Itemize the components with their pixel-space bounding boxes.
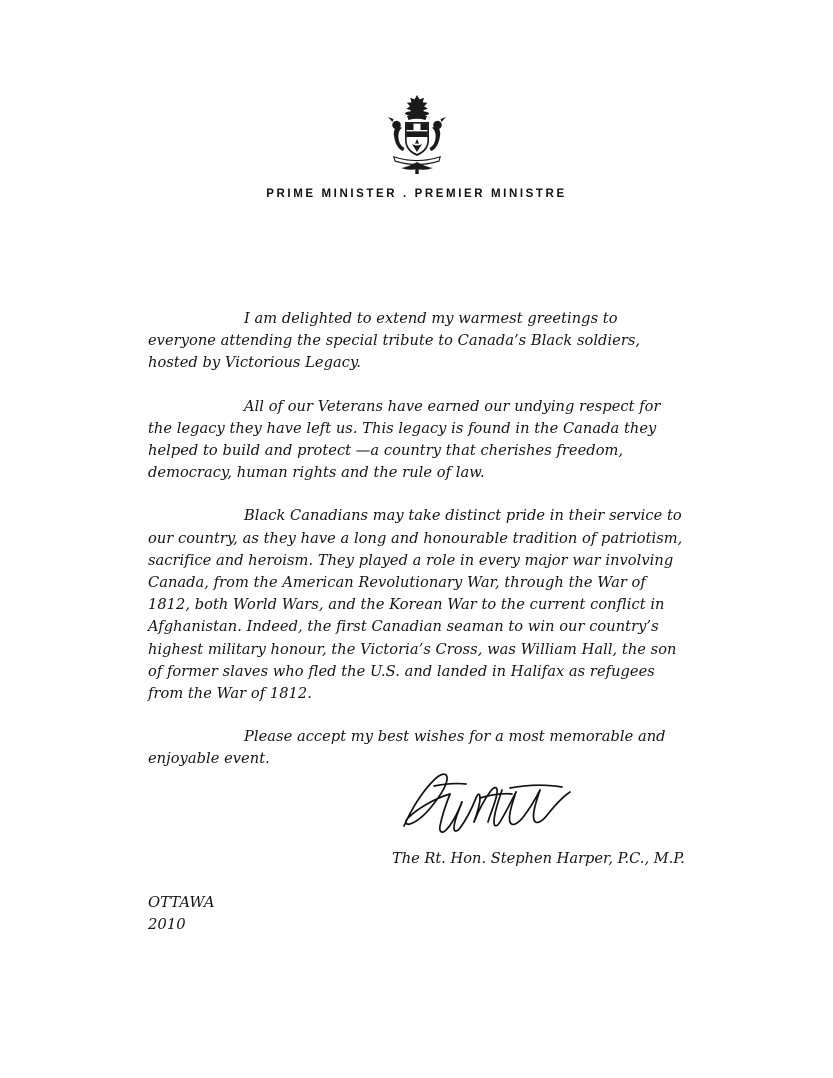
signature-block xyxy=(148,762,688,872)
letter-paragraph: Please accept my best wishes for a most memorable and enjoyable event. xyxy=(148,728,666,768)
signature-name: The Rt. Hon. Stephen Harper, P.C., M.P. xyxy=(392,850,685,867)
letter-paragraph: I am delighted to extend my warmest greetings to everyone attending the special tribute to Canada’s Black soldiers, hosted by Victorious Legacy. xyxy=(148,310,641,372)
letterhead-title: PRIME MINISTER . PREMIER MINISTRE xyxy=(266,188,567,200)
letter-footer xyxy=(148,892,215,936)
footer-year: 2010 xyxy=(148,916,186,933)
handwritten-signature-icon xyxy=(392,764,582,840)
letter-paragraph: Black Canadians may take distinct pride in their service to our country, as they have a long and honourable tradition of patriotism, sacrifice and heroism. They played a role in every major war involving Canada, from the American Revolutionary War, through the War of 1812, both World Wars, and the Korean War to the current conflict in Afghanistan. Indeed, the first Canadian seaman to win our country’s highest military honour, the Victoria’s Cross, was William Hall, the son of former slaves who fled the U.S. and landed in Halifax as refugees from the War of 1812. xyxy=(148,507,683,703)
letter-body xyxy=(148,308,688,771)
letterhead xyxy=(0,92,833,200)
letter-paragraph: All of our Veterans have earned our undying respect for the legacy they have left us. This legacy is found in the Canada they helped to build and protect —a country that cherishes freedom, democracy, human rights and the rule of law. xyxy=(148,397,661,482)
footer-place: OTTAWA xyxy=(148,894,215,911)
canadian-coat-of-arms-icon xyxy=(379,92,455,176)
